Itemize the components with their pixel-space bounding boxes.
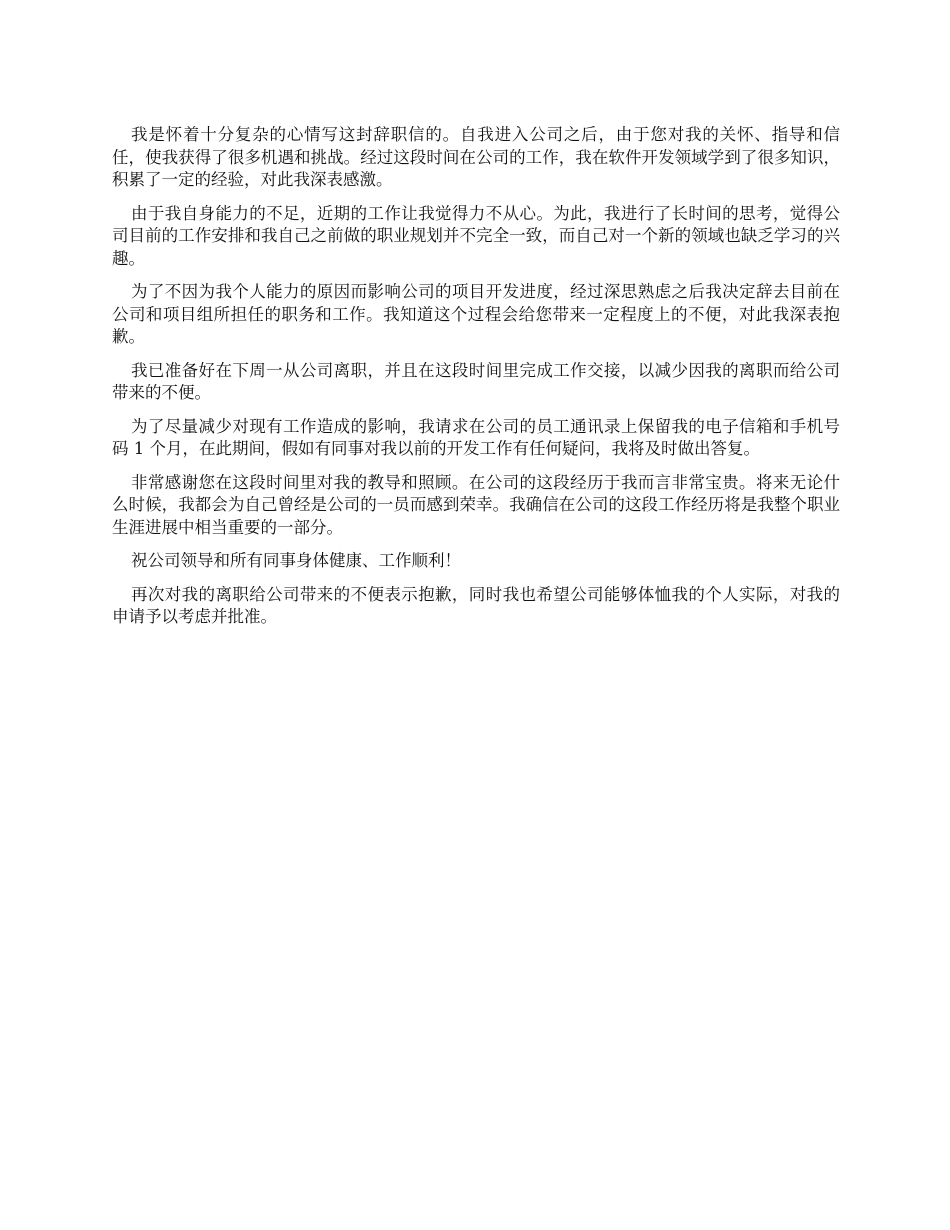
document-page — [112, 124, 840, 640]
paragraph-8: 再次对我的离职给公司带来的不便表示抱歉，同时我也希望公司能够体恤我的个人实际，对我的申请予以考虑并批准。 — [112, 584, 840, 626]
paragraph-7: 祝公司领导和所有同事身体健康、工作顺利！ — [131, 551, 461, 570]
paragraph-6: 非常感谢您在这段时间里对我的教导和照顾。在公司的这段经历于我而言非常宝贵。将来无论什么时候，我都会为自己曾经是公司的一员而感到荣幸。我确信在公司的这段工作经历将是我整个职业生涯进展中相当重要的一部分。 — [112, 472, 840, 537]
paragraph-2: 由于我自身能力的不足，近期的工作让我觉得力不从心。为此，我进行了长时间的思考，觉得公司目前的工作安排和我自己之前做的职业规划并不完全一致，而自己对一个新的领域也缺乏学习的兴趣。 — [112, 203, 840, 268]
paragraph-4: 我已准备好在下周一从公司离职，并且在这段时间里完成工作交接，以减少因我的离职而给公司带来的不便。 — [112, 360, 840, 402]
paragraph-5: 为了尽量减少对现有工作造成的影响，我请求在公司的员工通讯录上保留我的电子信箱和手机号码 1 个月，在此期间，假如有同事对我以前的开发工作有任何疑问，我将及时做出答复。 — [112, 416, 840, 458]
paragraph-3: 为了不因为我个人能力的原因而影响公司的项目开发进度，经过深思熟虑之后我决定辞去目前在公司和项目组所担任的职务和工作。我知道这个过程会给您带来一定程度上的不便，对此我深表抱歉。 — [112, 282, 840, 346]
paragraph-1: 我是怀着十分复杂的心情写这封辞职信的。自我进入公司之后，由于您对我的关怀、指导和信任，使我获得了很多机遇和挑战。经过这段时间在公司的工作，我在软件开发领域学到了很多知识，积累了一定的经验，对此我深表感激。 — [112, 125, 840, 189]
